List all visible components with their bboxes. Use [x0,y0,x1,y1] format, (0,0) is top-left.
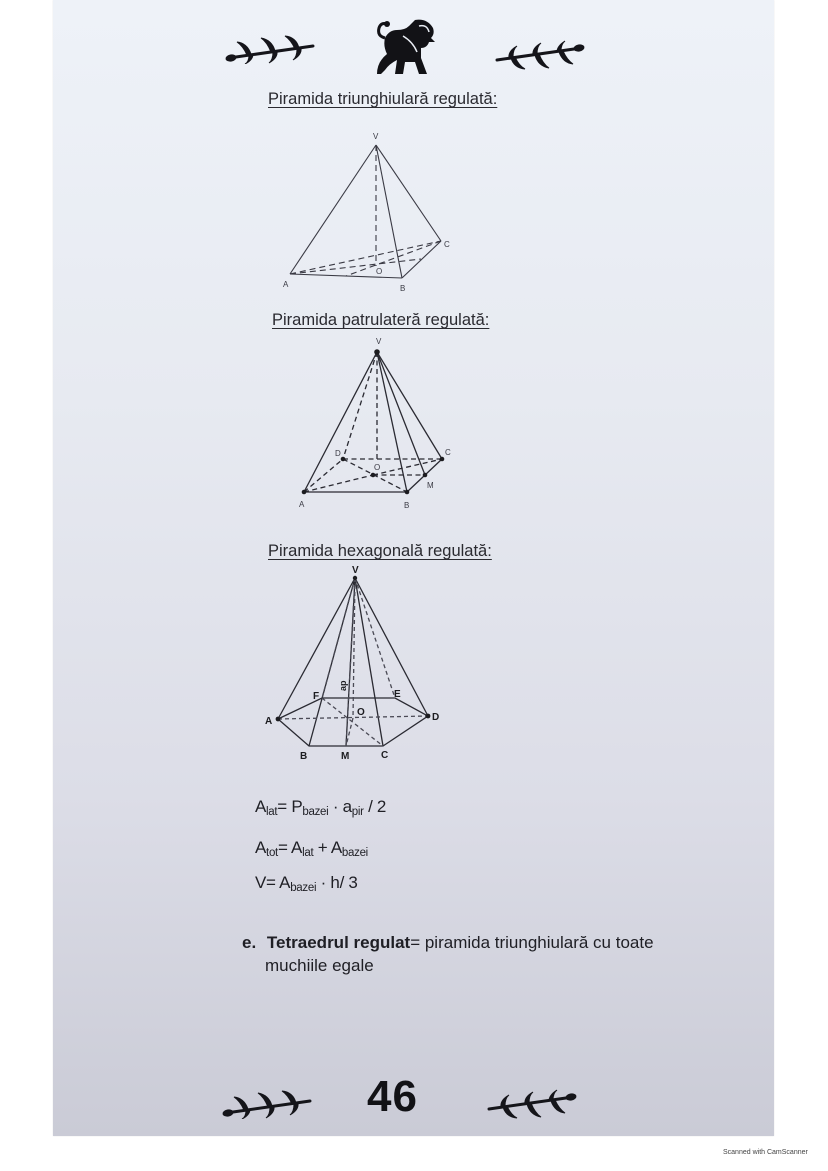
formula-lateral-area: $A_{lat}= P_{bazei} \cdot a_{pir} / 2$ [255,797,387,818]
svg-text:V: V [373,132,379,141]
definition-continuation: muchiile egale [265,956,374,975]
definition-item-tetrahedron [242,931,702,977]
laurel-branch-icon [482,1087,577,1119]
scanner-watermark: Scanned with CamScanner [723,1149,808,1156]
svg-text:ap: ap [338,680,348,691]
page-number: 46 [367,1072,418,1121]
svg-text:V: V [376,337,382,346]
list-marker: e. [242,933,257,952]
svg-text:D: D [335,449,341,458]
heading-triangular-pyramid: Piramida triunghiulară regulată: [268,90,498,108]
laurel-branch-icon [222,1087,317,1119]
svg-text:C: C [445,448,451,457]
formula-volume: $V= A_{bazei} \cdot h/$ 3 [255,873,358,894]
svg-text:B: B [300,751,308,762]
svg-text:A: A [283,280,289,289]
heading-square-pyramid: Piramida patrulateră regulată: [272,311,490,329]
formula-total-area: $A_{tot}= A_{lat} + A_{bazei}$ [255,838,368,859]
svg-text:O: O [374,463,381,472]
svg-text:V: V [352,565,359,576]
svg-text:C: C [444,240,450,249]
svg-text:O: O [376,267,383,276]
definition-text: = piramida triunghiulară cu toate [410,933,654,952]
svg-text:A: A [265,716,273,727]
svg-text:C: C [381,750,389,761]
svg-text:M: M [427,481,434,490]
svg-text:B: B [404,501,410,510]
svg-text:O: O [357,707,365,718]
svg-text:A: A [299,500,305,509]
svg-text:F: F [313,691,320,702]
heading-hexagonal-pyramid: Piramida hexagonală regulată: [268,542,492,560]
svg-text:B: B [400,284,406,293]
definition-term: Tetraedrul regulat [266,933,411,952]
svg-text:M: M [341,751,350,762]
svg-text:D: D [432,712,440,723]
svg-text:E: E [394,689,401,700]
